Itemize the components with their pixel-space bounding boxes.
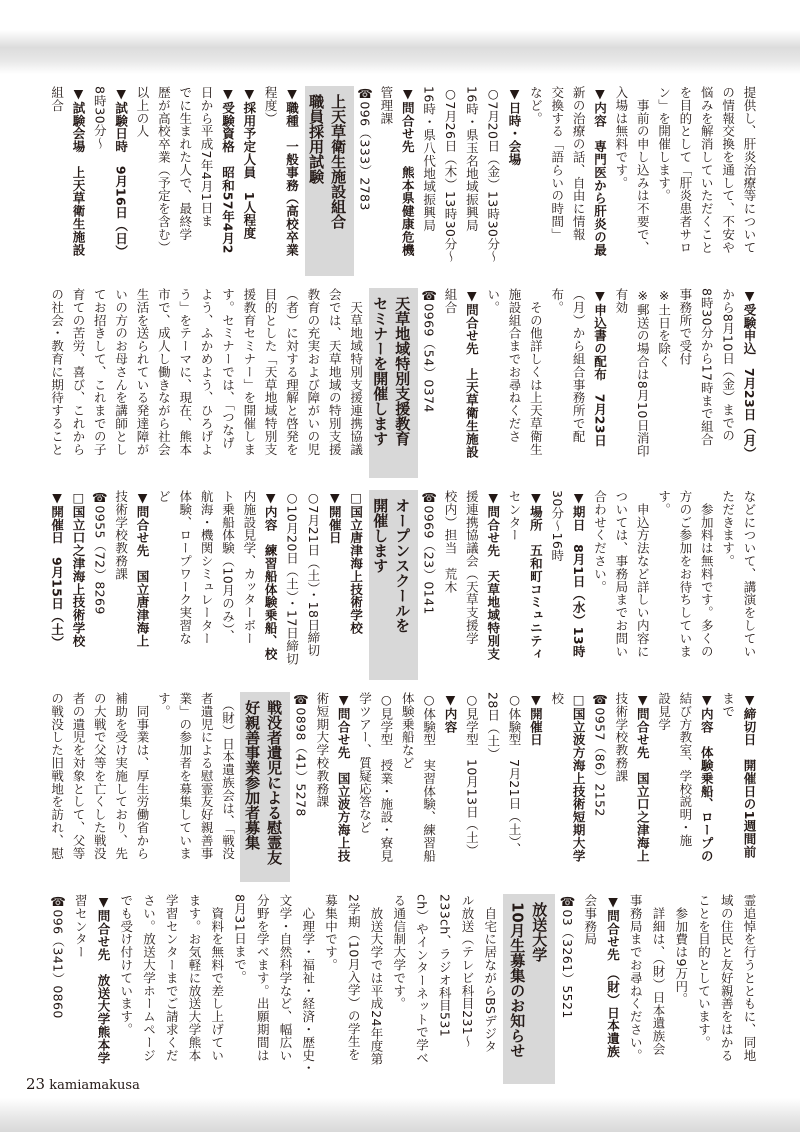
text-line: ▼試験会場 上天草衛生施設 <box>70 86 86 257</box>
text-line: 業」の参加者を募集していま <box>177 692 193 860</box>
text-line: 校 <box>549 692 565 705</box>
text-line: 霊追悼を行うとともに、同地 <box>742 894 757 1062</box>
text-line: ▼問合せ先 国立唐津海上 <box>135 490 151 648</box>
text-line: 施設組合までお尋ねくださ <box>507 288 523 443</box>
text-line: でに生まれた人で、最終学 <box>177 86 193 241</box>
text-line: さい。放送大学ホームページ <box>141 894 157 1062</box>
text-line: の情報交換を通して、不安や <box>720 86 736 254</box>
text-line: ▼申込書の配布 7月23日 <box>592 288 608 447</box>
text-line: ☎0969（54）0374 <box>421 288 437 413</box>
text-line: ☎0955（72）8269 <box>92 490 108 615</box>
text-line: 日から平成7年4月1日ま <box>199 86 215 228</box>
text-line: ○体験型 7月21日（土）、 <box>507 692 523 856</box>
text-line: 援連携協議会（天草支援学 <box>464 490 480 645</box>
page-number: 23 <box>26 1075 46 1093</box>
section-title: 天草地域特別支援教育 セミナーを開催します <box>369 288 419 478</box>
text-line: す。 <box>156 692 172 718</box>
text-row <box>48 490 760 680</box>
text-line: てお招きして、これまでの子 <box>92 288 108 456</box>
text-line: 233ch、ラジオ科目531 <box>437 894 453 1038</box>
text-line: 航海・機関シミュレーター <box>199 490 215 645</box>
text-line: 8時30分から17時まで組合 <box>699 288 715 446</box>
text-line: 募集中です。 <box>323 894 339 972</box>
text-line: ▼日時・会場 <box>507 86 523 166</box>
text-line: 分野を学べます。出願期間は <box>255 894 271 1062</box>
text-line: を目的として「肝炎患者サロ <box>677 86 693 254</box>
text-line: 提供し、肝炎治療等について <box>742 86 757 254</box>
text-line: ことを目的としています。 <box>696 894 712 1049</box>
text-line: い。 <box>485 288 501 314</box>
text-line: 30分～16時 <box>549 490 565 563</box>
text-line: ☎096（333）2783 <box>357 86 373 211</box>
text-line: ▼開催日 9月15日（土） <box>49 490 65 649</box>
text-line: よう、ふかめよう、ひろげよ <box>199 288 215 456</box>
text-line: 方のご参加をお待ちしていま <box>677 490 693 658</box>
text-line: ▼締切日 開催日の1週間前 <box>742 692 757 859</box>
text-line: （月）から組合事務所で配 <box>571 288 587 443</box>
magazine-name: kamiamakusa <box>49 1078 140 1093</box>
text-line: ついては、事務局までお問い <box>613 490 629 658</box>
text-line: □国立唐津海上技術学校 <box>348 490 364 635</box>
text-line: 組合 <box>49 86 65 112</box>
text-line: ※土日を除く <box>656 288 672 368</box>
text-line: ○7月26日（木）13時30分～ <box>442 86 458 264</box>
text-row <box>48 86 760 276</box>
text-line: 申込方法など詳しい内容に <box>635 490 651 658</box>
text-line: の大戦で父等を亡くした戦没 <box>92 692 108 860</box>
text-row <box>48 894 760 1084</box>
text-line: 者遺児による慰霊友好親善事 <box>199 692 215 860</box>
text-line: 16時・県八代地域振興局 <box>421 86 437 232</box>
text-line: ○7月21日（土）・18日締切 <box>305 490 321 658</box>
text-line: 8月31日まで。 <box>232 894 248 984</box>
text-line: 合わせください。 <box>592 490 608 594</box>
text-line: その他詳しくは上天草衛生 <box>528 288 544 456</box>
article-page <box>48 86 760 1086</box>
text-line: 参加費は9万円。 <box>673 894 689 1006</box>
text-line: 域の住民と友好親善をはかる <box>719 894 735 1062</box>
text-line: 有効 <box>613 288 629 314</box>
text-line: ○7月20日（金）13時30分～ <box>485 86 501 264</box>
text-line: ○見学型 10月13日（土） <box>464 692 480 857</box>
text-line: ○見学型 授業・施設・寮見 <box>378 692 394 863</box>
text-line: ch）やインターネットで学べ <box>414 894 430 1065</box>
text-line: 参加料は無料です。多くの <box>699 490 715 658</box>
text-line: 資料を無料で差し上げてい <box>209 894 225 1062</box>
text-line: 事前の申し込みは不要で、 <box>635 86 651 254</box>
text-line: 育ての苦労、喜び、これから <box>70 288 86 456</box>
text-line: ン」を開催します。 <box>656 86 672 203</box>
text-line: 布。 <box>549 288 565 314</box>
text-line: ▼期日 8月1日（水）13時 <box>571 490 587 658</box>
text-line: ▼内容 専門医から肝炎の最 <box>592 86 608 257</box>
text-line: 入場は無料です。 <box>613 86 629 190</box>
text-line: ど <box>156 490 172 503</box>
text-line: ます。お気軽に放送大学熊本 <box>187 894 203 1062</box>
text-line: 市で、成人し働きながら社会 <box>156 288 172 456</box>
text-line: ☎096（341）0860 <box>50 894 66 1019</box>
text-line: から8月10日（金）までの <box>720 288 736 443</box>
text-line: 内施設見学、カッターボー <box>241 490 257 645</box>
text-line: 悩みを解消していただくこと <box>699 86 715 254</box>
text-line: 心理学・福祉・経済・歴史・ <box>300 894 316 1075</box>
text-line: 校内）担当 荒木 <box>442 490 458 594</box>
section-title: オープンスクールを 開催します <box>369 490 419 680</box>
text-line: 事務局までお尋ねください。 <box>628 894 644 1062</box>
text-line: す。 <box>656 490 672 516</box>
text-line: 新の治療の話、自由に情報 <box>571 86 587 241</box>
text-line: まで <box>720 692 736 718</box>
text-line: 結び方教室、学校説明・施 <box>677 692 693 847</box>
text-line: 学習センターまでご請求くだ <box>164 894 180 1062</box>
text-line: ▼場所 五和町コミュニティ <box>528 490 544 661</box>
text-row <box>48 692 760 882</box>
text-line: ただきます。 <box>720 490 736 568</box>
text-line: ☎03（3261）5521 <box>560 894 575 1019</box>
section-title: 上天草衛生施設組合 職員採用試験 <box>305 86 355 276</box>
text-line: ▼受験資格 昭和57年4月2 <box>220 86 236 254</box>
text-line: ▼受験申込 7月23日（月） <box>742 288 757 460</box>
text-line: 事務所で受付 <box>677 288 693 366</box>
text-line: 補助を受け実施しており、先 <box>113 692 129 860</box>
text-row <box>48 288 760 478</box>
text-line: 組合 <box>442 288 458 314</box>
text-line: 2学期（10月入学）の学生を <box>346 894 362 1061</box>
text-line: 以上の人 <box>135 86 151 138</box>
text-line: ○10月20日（土）・17日締切 <box>284 490 300 666</box>
text-line: 目的とした「天草地域特別支 <box>263 288 279 456</box>
text-line: 技術学校教務課 <box>113 490 129 581</box>
text-line: □国立波方海上技術短期大学 <box>571 692 587 863</box>
text-line: ▼開催日 <box>528 692 544 747</box>
text-line: ▼問合せ先 国立口之津海上 <box>635 692 651 863</box>
text-line: ☎0969（23）0141 <box>421 490 437 615</box>
text-line: の戦没した旧戦地を訪れ、慰 <box>49 692 65 860</box>
text-line: ▼内容 練習船体験乗船、校 <box>263 490 279 661</box>
text-line: 設見学 <box>656 692 672 731</box>
text-line: 援教育セミナー」を開催しま <box>241 288 257 456</box>
page-footer <box>26 1075 140 1093</box>
text-line: 詳細は、（財）日本遺族会 <box>651 894 666 1056</box>
text-line: 術短期大学校教務課 <box>314 692 330 809</box>
text-line: ▼試験日時 9月16日（日） <box>113 86 129 258</box>
text-line: などについて、講演をしてい <box>742 490 757 658</box>
text-line: ▼職種 一般事務（高校卒業 <box>284 86 300 257</box>
text-line: ○体験型 実習体験、練習船 <box>421 692 437 863</box>
text-line: 歴が高校卒業（予定を含む） <box>156 86 172 254</box>
text-line: ※郵送の場合は8月10日消印 <box>635 288 651 458</box>
text-line: る通信制大学です。 <box>391 894 407 1011</box>
text-line: 体験乗船など <box>400 692 416 770</box>
text-line: 28日（土） <box>485 692 501 761</box>
text-line: ▼内容 <box>442 692 458 734</box>
text-line: 管理課 <box>378 86 394 125</box>
section-title: 戦没者遺児による慰霊友 好親善事業参加者募集 <box>240 692 290 882</box>
text-line: センター <box>507 490 523 542</box>
text-line: ▼問合せ先 上天草衛生施設 <box>464 288 480 459</box>
text-line: 放送大学では平成24年度第 <box>369 894 385 1066</box>
text-line: う」をテーマに、現在、熊本 <box>177 288 193 456</box>
text-line: 同事業は、厚生労働省から <box>135 692 151 860</box>
text-line: （者）に対する理解と啓発を <box>284 288 300 456</box>
text-line: ☎0898（41）5278 <box>293 692 309 817</box>
text-line: 生活を送られている発達障が <box>135 288 151 456</box>
text-line: 技術学校教務課 <box>613 692 629 783</box>
text-line: ▼問合せ先 天草地域特別支 <box>485 490 501 661</box>
header-band <box>0 30 800 74</box>
text-line: 体験、ロープワーク実習な <box>177 490 193 645</box>
text-line: ▼採用予定人員 1人程度 <box>241 86 257 240</box>
footer-band <box>0 1098 800 1132</box>
text-line: 会では、天草地域の特別支援 <box>327 288 343 456</box>
text-line: 学ツアー、質疑応答など <box>357 692 373 834</box>
text-line: 自宅に居ながらBSデジタ <box>482 894 498 1053</box>
text-line: の社会・教育に期待すること <box>49 288 65 456</box>
text-line: ト乗船体験（10月のみ）、 <box>220 490 236 643</box>
text-line: ▼開催日 <box>327 490 343 545</box>
text-line: 程度） <box>263 86 279 125</box>
text-line: ▼問合せ先 放送大学熊本学 <box>96 894 112 1065</box>
text-line: （財）日本遺族会は、「戦没 <box>220 692 236 861</box>
text-line: ル放送（テレビ科目231～ <box>460 894 476 1049</box>
text-line: 文学・自然科学など、幅広い <box>278 894 294 1062</box>
text-line: でも受け付けています。 <box>118 894 134 1036</box>
text-line: ▼内容 体験乗船、ロープの <box>699 692 715 863</box>
text-line: ▼問合せ先 国立波方海上技 <box>336 692 352 863</box>
text-line: す。セミナーでは、「つなげ <box>220 288 236 450</box>
text-line: 会事務局 <box>582 894 598 946</box>
text-line: など。 <box>528 86 544 125</box>
text-line: 16時・県玉名地域振興局 <box>464 86 480 232</box>
text-line: ☎0957（86）2152 <box>592 692 608 817</box>
section-title: 放送大学 10月生募集のお知らせ <box>503 894 555 1084</box>
text-line: ▼問合せ先 熊本県健康危機 <box>400 86 416 257</box>
text-line: 8時30分～ <box>92 86 108 150</box>
text-line: 交換する「語らいの時間」 <box>549 86 565 241</box>
text-line: 天草地域特別支援連携協議 <box>348 288 364 456</box>
text-line: □国立口之津海上技術学校 <box>70 490 86 648</box>
text-line: 習センター <box>73 894 89 959</box>
text-line: いの方のお母さんを講師とし <box>113 288 129 456</box>
text-line: 者の遺児を対象として、父等 <box>70 692 86 860</box>
text-line: 教育の充実および障がいの児 <box>305 288 321 456</box>
text-line: ▼問合せ先 （財）日本遺族 <box>605 894 621 1058</box>
